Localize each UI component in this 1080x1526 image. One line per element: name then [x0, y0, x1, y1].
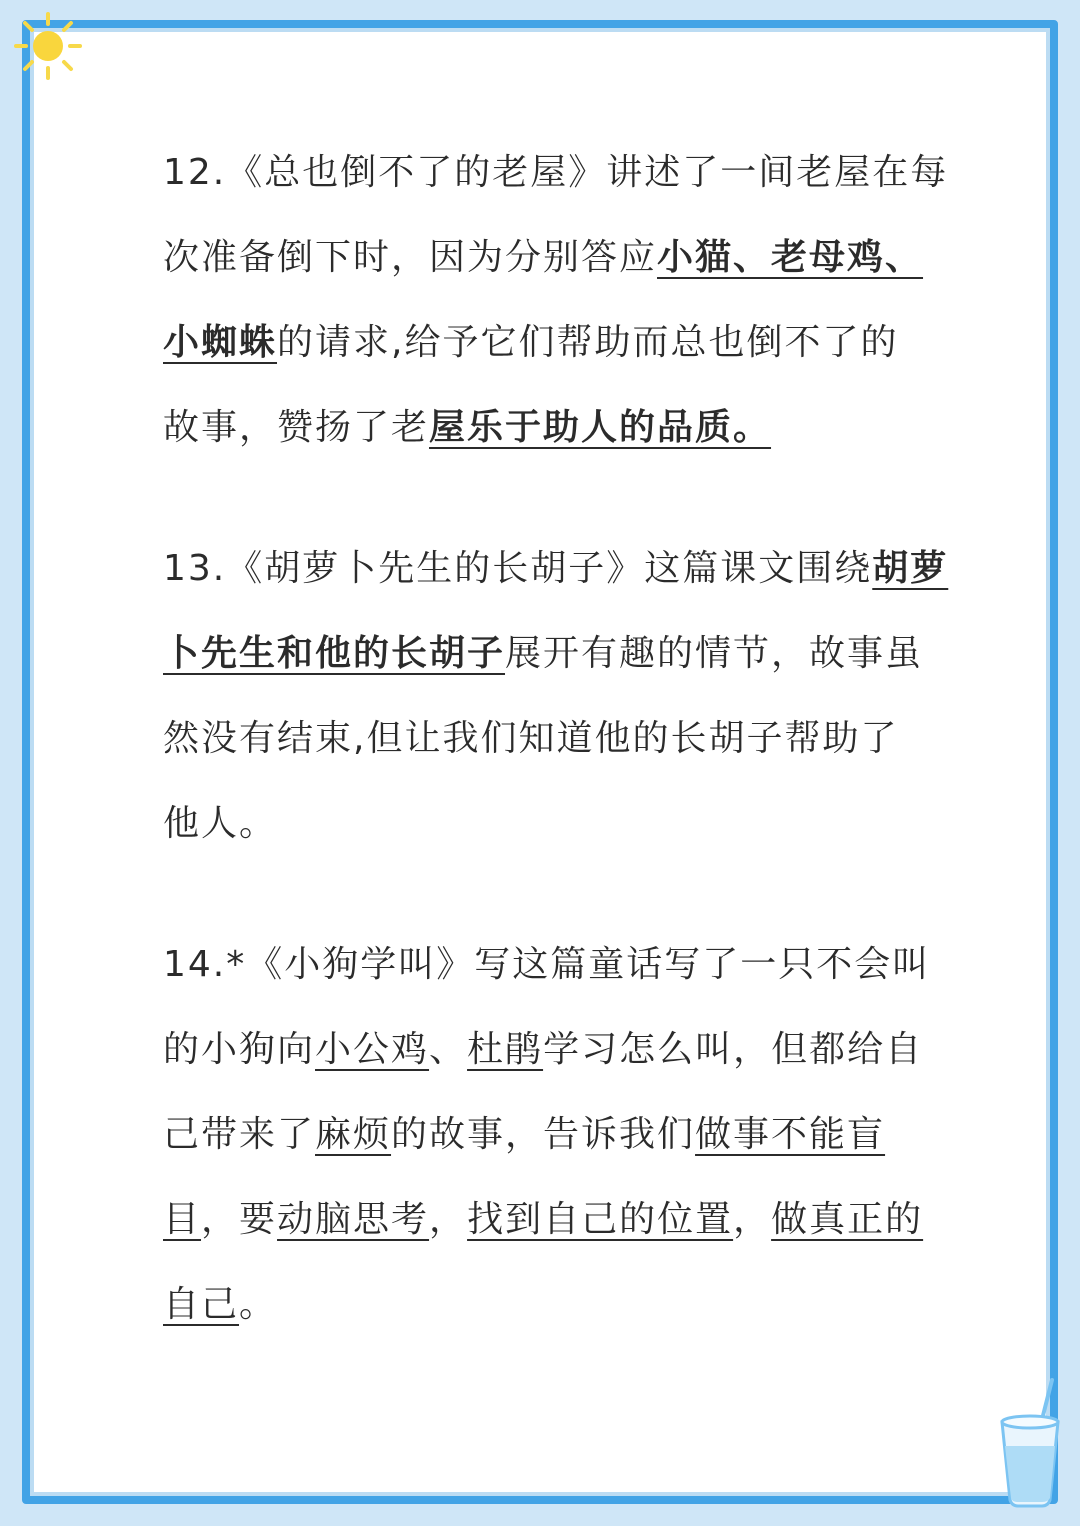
text-line	[163, 611, 923, 696]
text-segment: 己带来了	[163, 1114, 316, 1155]
underlined-key-phrase: 动脑思考	[277, 1199, 430, 1240]
text-segment: 14.*《小狗学叫》写这篇童话写了一只不会叫	[163, 944, 931, 985]
text-line	[163, 385, 923, 470]
text-segment: 次准备倒下时，因为分别答应	[163, 237, 658, 278]
text-line	[163, 1092, 923, 1177]
underlined-key-phrase: 麻烦	[315, 1114, 392, 1155]
paragraph	[163, 526, 949, 866]
text-segment: 故事，赞扬了老	[163, 407, 430, 448]
underlined-key-phrase: 自己	[163, 1284, 240, 1325]
text-segment: 。	[239, 1284, 278, 1325]
text-content	[163, 130, 949, 1403]
text-line	[163, 130, 949, 215]
sun-icon	[8, 6, 88, 86]
underlined-key-phrase: 小蜘蛛	[163, 322, 278, 363]
underlined-key-phrase: 卜先生和他的长胡子	[163, 633, 506, 674]
text-segment: 的请求,给予它们帮助而总也倒不了的	[277, 322, 899, 363]
text-segment: 13.《胡萝卜先生的长胡子》这篇课文围绕	[163, 548, 873, 589]
underlined-key-phrase: 胡萝	[872, 548, 949, 589]
text-segment: ，	[429, 1199, 468, 1240]
underlined-key-phrase: 做事不能盲	[695, 1114, 886, 1155]
text-segment: 学习怎么叫，但都给自	[543, 1029, 924, 1070]
text-segment: 展开有趣的情节，故事虽	[505, 633, 924, 674]
text-segment: 的小狗向	[163, 1029, 316, 1070]
text-line	[163, 1262, 923, 1347]
underlined-key-phrase: 屋乐于助人的品质。	[429, 407, 772, 448]
underlined-key-phrase: 小公鸡	[315, 1029, 430, 1070]
underlined-key-phrase: 找到自己的位置	[467, 1199, 734, 1240]
text-line	[163, 526, 949, 611]
text-segment: 然没有结束,但让我们知道他的长胡子帮助了	[163, 718, 899, 759]
paragraph	[163, 130, 949, 470]
text-line	[163, 1007, 923, 1092]
text-line	[163, 300, 923, 385]
underlined-key-phrase: 小猫、老母鸡、	[657, 237, 924, 278]
text-segment: 12.《总也倒不了的老屋》讲述了一间老屋在每	[163, 152, 949, 193]
text-segment: 他人。	[163, 803, 278, 844]
text-line	[163, 922, 931, 1007]
text-segment: 的故事，告诉我们	[391, 1114, 696, 1155]
underlined-key-phrase: 杜鹃	[467, 1029, 544, 1070]
text-line	[163, 781, 923, 866]
text-line	[163, 696, 923, 781]
text-line	[163, 215, 923, 300]
paragraph	[163, 922, 931, 1347]
text-segment: ，要	[201, 1199, 278, 1240]
text-segment: 、	[429, 1029, 468, 1070]
text-segment: ，	[733, 1199, 772, 1240]
text-line	[163, 1177, 923, 1262]
drink-cup-icon	[990, 1372, 1070, 1512]
underlined-key-phrase: 做真正的	[771, 1199, 924, 1240]
underlined-key-phrase: 目	[163, 1199, 202, 1240]
